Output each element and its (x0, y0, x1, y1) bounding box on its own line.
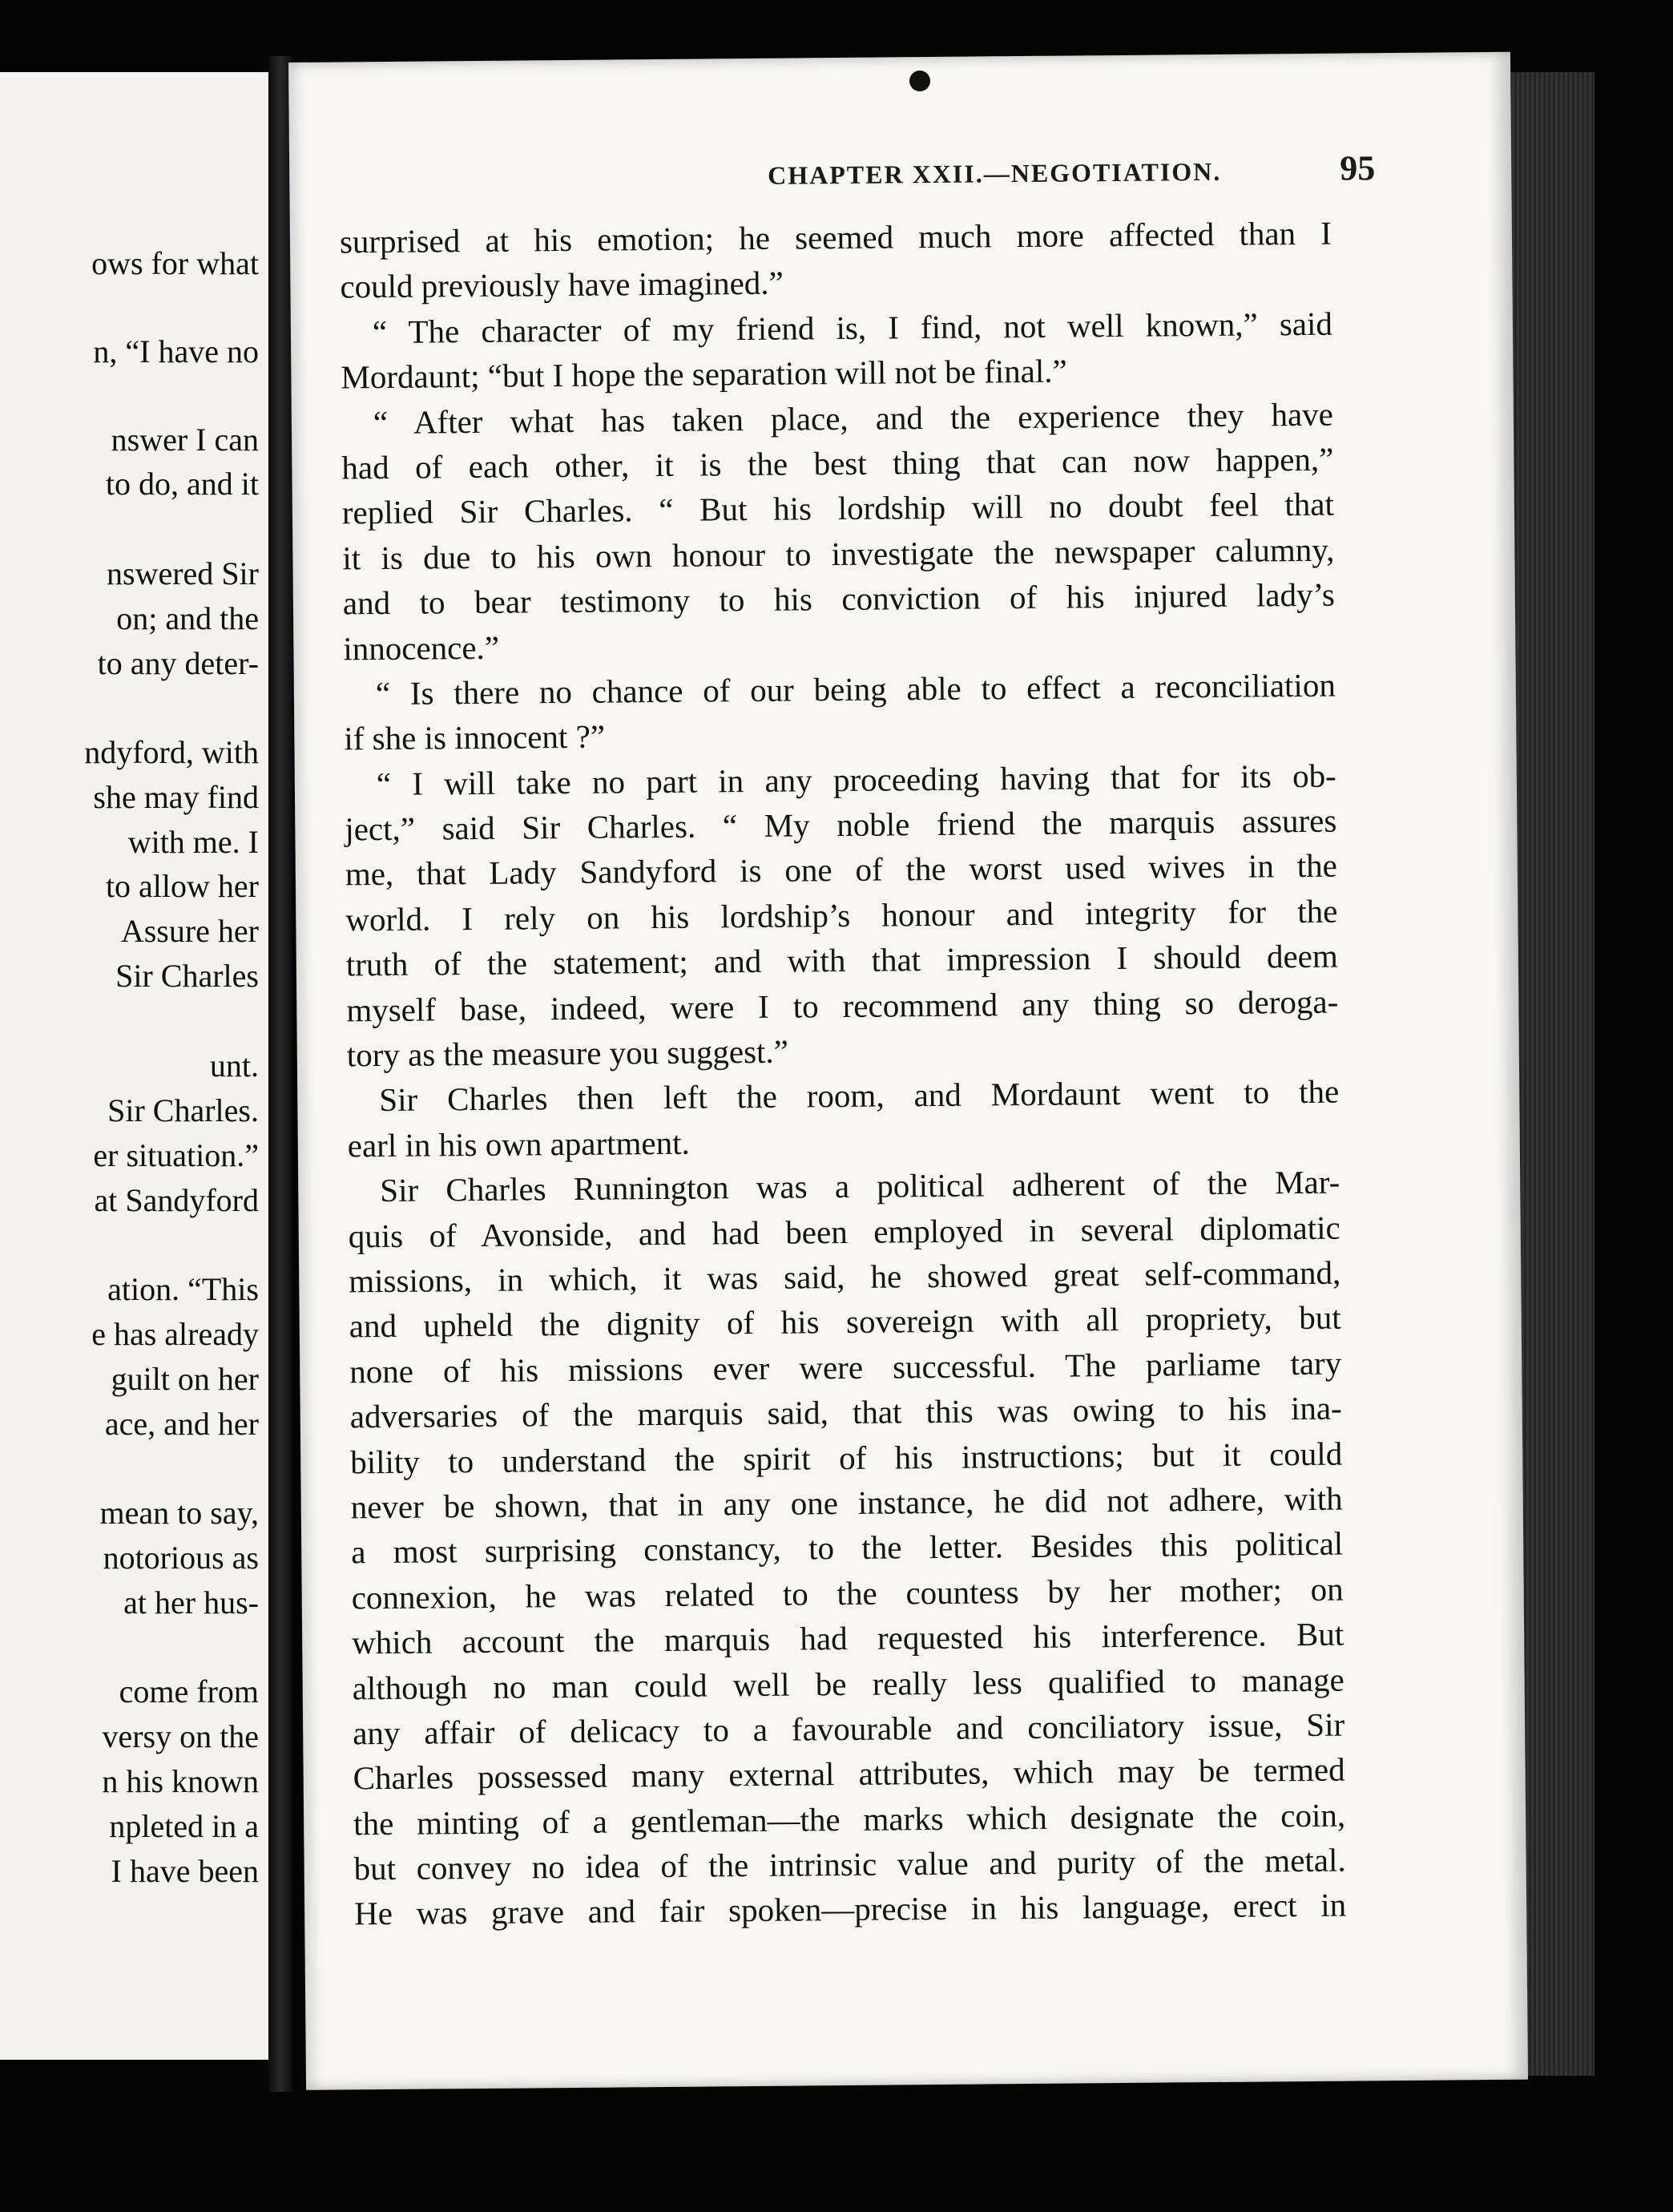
facing-text-line: nswer I can (111, 422, 259, 458)
facing-text-line: with me. I (127, 824, 259, 860)
facing-text-line: ndyford, with (84, 734, 259, 770)
facing-text-line: guilt on her (111, 1361, 259, 1397)
facing-text-line: mean to say, (99, 1495, 259, 1531)
facing-text-line: npleted in a (109, 1808, 259, 1844)
text-line: any affair of delicacy to a favourable and conciliatory issue, Sir (352, 1705, 1345, 1752)
text-line: innocence.” (343, 628, 500, 667)
facing-text-line: ation. “This (107, 1271, 259, 1307)
facing-text-line: at her hus- (123, 1584, 259, 1621)
facing-text-line: on; and the (116, 600, 259, 636)
facing-text-line: unt. (209, 1047, 259, 1084)
facing-text-line: nswered Sir (107, 555, 259, 591)
text-line: although no man could well be really less qualified to manage (352, 1661, 1344, 1706)
text-line: replied Sir Charles. “ But his lordship will no doubt feel that (341, 485, 1335, 531)
text-line: if she is innocent ?” (344, 717, 606, 757)
text-line: which account the marquis had requested his interference. But (352, 1615, 1344, 1661)
facing-text-line: ace, and her (104, 1406, 259, 1442)
text-line: earl in his own apartment. (347, 1124, 690, 1165)
facing-text-line: er situation.” (93, 1137, 259, 1173)
text-line: “ The character of my friend is, I find, not well known,” said (372, 305, 1333, 350)
text-line: surprised at his emotion; he seemed much more affected than I (339, 214, 1332, 260)
book-page-95 (288, 52, 1528, 2090)
text-line: Sir Charles Runnington was a political adherent of the Mar- (380, 1163, 1340, 1209)
page-number: 95 (1339, 148, 1376, 188)
text-line: connexion, he was related to the countess by her mother; on (351, 1570, 1344, 1617)
text-line: quis of Avonside, and had been employed in several diplomatic (348, 1209, 1340, 1254)
text-line: none of his missions ever were successful. The parliame tary (349, 1344, 1342, 1391)
facing-text-line: to allow her (105, 868, 259, 904)
text-line: He was grave and fair spoken—precise in his language, erect in (353, 1887, 1347, 1932)
text-line: and to bear testimony to his conviction of his injured lady’s (342, 575, 1336, 622)
text-line: adversaries of the marquis said, that this was owing to his ina- (349, 1389, 1342, 1435)
book-gutter (268, 56, 292, 2092)
facing-text-line: e has already (91, 1316, 259, 1352)
text-line: “ After what has taken place, and the experience they have (373, 395, 1334, 441)
facing-text-line: I have been (111, 1853, 259, 1889)
facing-text-line: come from (119, 1673, 259, 1709)
body-text (340, 211, 1347, 1937)
text-line: Sir Charles then left the room, and Mordaunt went to the (379, 1073, 1340, 1119)
text-line: me, that Lady Sandyford is one of the worst used wives in the (345, 847, 1337, 893)
facing-text-line: n his known (102, 1763, 259, 1799)
text-line: world. I rely on his lordship’s honour and integrity for the (345, 892, 1338, 938)
facing-text-line: n, “I have no (93, 333, 259, 369)
text-line: Charles possessed many external attributes, which may be termed (353, 1750, 1345, 1797)
facing-text-line: versy on the (102, 1718, 259, 1754)
facing-text-line: Sir Charles (115, 958, 259, 994)
text-line: tory as the measure you suggest.” (346, 1032, 789, 1074)
text-line: could previously have imagined.” (340, 264, 784, 305)
facing-text-line: at Sandyford (94, 1182, 259, 1218)
facing-text-line: she may find (93, 779, 259, 815)
text-line: ject,” said Sir Charles. “ My noble friend the marquis assures (345, 801, 1337, 848)
facing-text-line: notorious as (103, 1540, 259, 1576)
text-line: a most surprising constancy, to the letter. Besides this political (351, 1524, 1344, 1571)
text-line: missions, in which, it was said, he showed great self-command, (349, 1253, 1341, 1300)
text-line: “ I will take no part in any proceeding having that for its ob- (376, 757, 1337, 802)
facing-text-line: to any deter- (97, 645, 259, 681)
ink-blot (909, 71, 930, 91)
facing-text-line: Assure her (120, 913, 259, 949)
text-line: truth of the statement; and with that impression I should deem (345, 937, 1338, 983)
text-line: it is due to his own honour to investigate the newspaper calumny, (342, 531, 1335, 577)
text-line: bility to understand the spirit of his instructions; but it could (350, 1435, 1343, 1480)
running-head: CHAPTER XXII.—NEGOTIATION. (768, 156, 1222, 190)
text-line: the minting of a gentleman—the marks which designate the coin, (353, 1796, 1346, 1843)
facing-page-left (0, 72, 273, 2060)
text-line: but convey no idea of the intrinsic value and purity of the metal. (353, 1841, 1346, 1887)
facing-text-line: to do, and it (105, 466, 259, 502)
text-line: “ Is there no chance of our being able to effect a reconciliation (375, 666, 1336, 712)
text-line: and upheld the dignity of his sovereign with all propriety, but (349, 1298, 1341, 1345)
facing-text-line: ows for what (91, 245, 259, 281)
text-line: Mordaunt; “but I hope the separation will not be final.” (341, 352, 1067, 396)
text-line: had of each other, it is the best thing that can now happen,” (341, 440, 1334, 486)
text-line: never be shown, that in any one instance, he did not adhere, with (350, 1479, 1343, 1526)
facing-text-line: Sir Charles. (107, 1092, 259, 1128)
text-line: myself base, indeed, were I to recommend any thing so deroga- (346, 983, 1339, 1029)
